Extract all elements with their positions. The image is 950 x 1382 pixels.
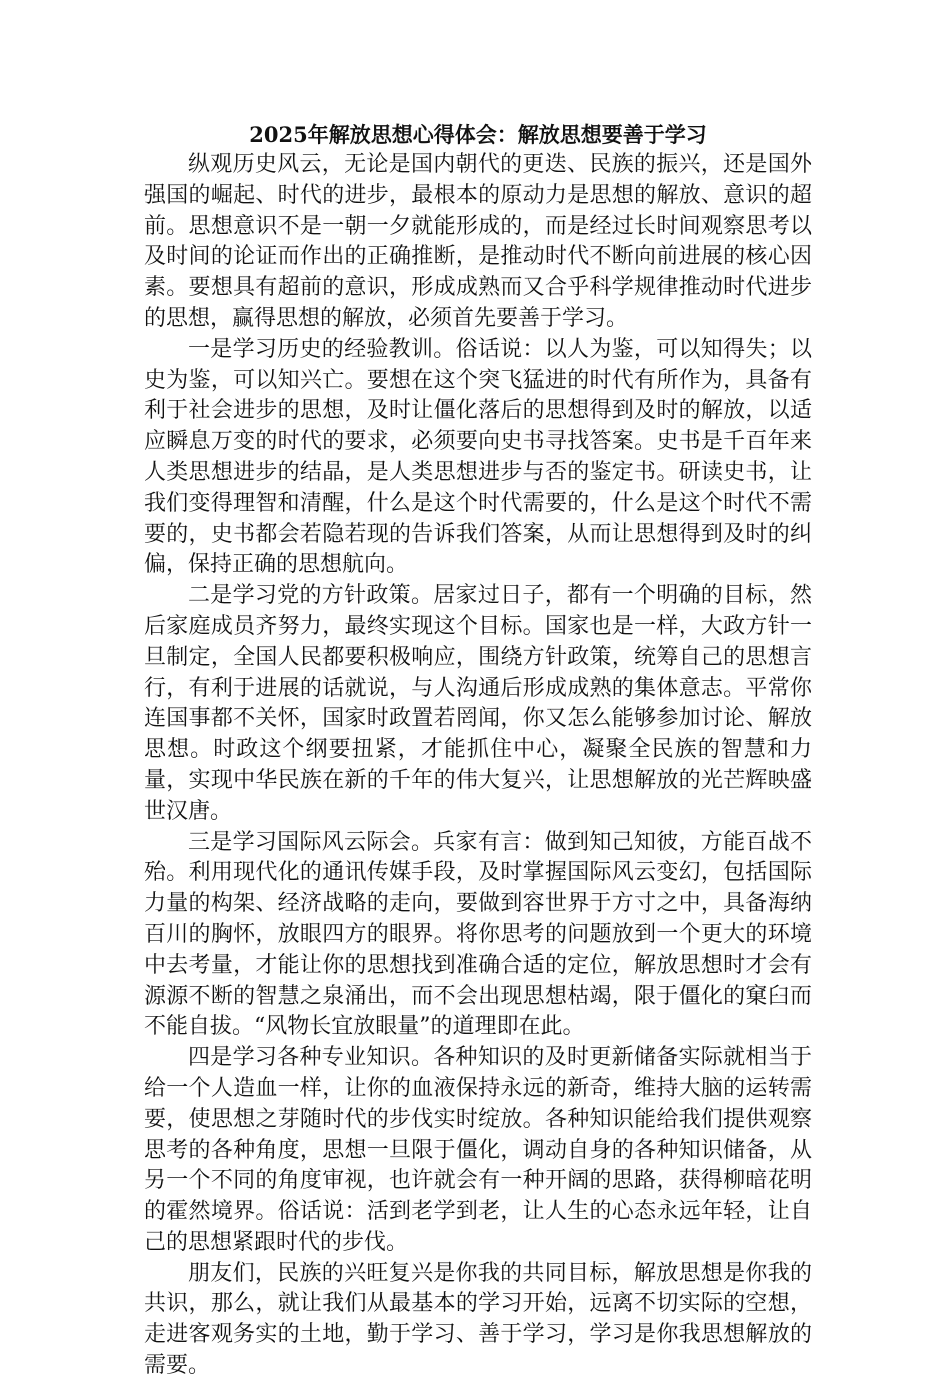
document-body — [144, 120, 812, 1382]
paragraph-international: 三是学习国际风云际会。兵家有言：做到知己知彼，方能百战不殆。利用现代化的通讯传媒手段，及时掌握国际风云变幻，包括国际力量的构架、经济战略的走向，要做到容世界于方寸之中，具备海纳百川的胸怀，放眼四方的眼界。将你思考的问题放到一个更大的环境中去考量，才能让你的思想找到准确合适的定位，解放思想时才会有源源不断的智慧之泉涌出，而不会出现思想枯竭，限于僵化的窠臼而不能自拔。“风物长宜放眼量”的道理即在此。 — [144, 829, 812, 1040]
paragraph-professional-knowledge: 四是学习各种专业知识。各种知识的及时更新储备实际就相当于给一个人造血一样，让你的血液保持永远的新奇，维持大脑的运转需要，使思想之芽随时代的步伐实时绽放。各种知识能给我们提供观察思考的各种角度，思想一旦限于僵化，调动自身的各种知识储备，从另一个不同的角度审视，也许就会有一种开阔的思路，获得柳暗花明的霍然境界。俗话说：活到老学到老，让人生的心态永远年轻，让自己的思想紧跟时代的步伐。 — [144, 1045, 812, 1255]
paragraph-intro: 纵观历史风云，无论是国内朝代的更迭、民族的振兴，还是国外强国的崛起、时代的进步，最根本的原动力是思想的解放、意识的超前。思想意识不是一朝一夕就能形成的，而是经过长时间观察思考以及时间的论证而作出的正确推断，是推动时代不断向前进展的核心因素。要想具有超前的意识，形成成熟而又合乎科学规律推动时代进步的思想，赢得思想的解放，必须首先要善于学习。 — [144, 152, 812, 331]
document-title: 2025年解放思想心得体会：解放思想要善于学习 — [249, 122, 707, 147]
paragraph-conclusion: 朋友们，民族的兴旺复兴是你我的共同目标，解放思想是你我的共识，那么，就让我们从最基本的学习开始，远离不切实际的空想，走进客观务实的土地，勤于学习、善于学习，学习是你我思想解放的需要。 — [144, 1260, 812, 1379]
paragraph-party-policy: 二是学习党的方针政策。居家过日子，都有一个明确的目标，然后家庭成员齐努力，最终实现这个目标。国家也是一样，大政方针一旦制定，全国人民都要积极响应，围绕方针政策，统筹自己的思想言行，有利于进展的话就说，与人沟通后形成成熟的集体意志。平常你连国事都不关怀，国家时政置若罔闻，你又怎么能够参加讨论、解放思想。时政这个纲要扭紧，才能抓住中心，凝聚全民族的智慧和力量，实现中华民族在新的千年的伟大复兴，让思想解放的光芒辉映盛世汉唐。 — [144, 583, 812, 824]
paragraph-history: 一是学习历史的经验教训。俗话说：以人为鉴，可以知得失；以史为鉴，可以知兴亡。要想在这个突飞猛进的时代有所作为，具备有利于社会进步的思想，及时让僵化落后的思想得到及时的解放，以适应瞬息万变的时代的要求，必须要向史书寻找答案。史书是千百年来人类思想进步的结晶，是人类思想进步与否的鉴定书。研读史书，让我们变得理智和清醒，什么是这个时代需要的，什么是这个时代不需要的，史书都会若隐若现的告诉我们答案，从而让思想得到及时的纠偏，保持正确的思想航向。 — [144, 336, 812, 578]
